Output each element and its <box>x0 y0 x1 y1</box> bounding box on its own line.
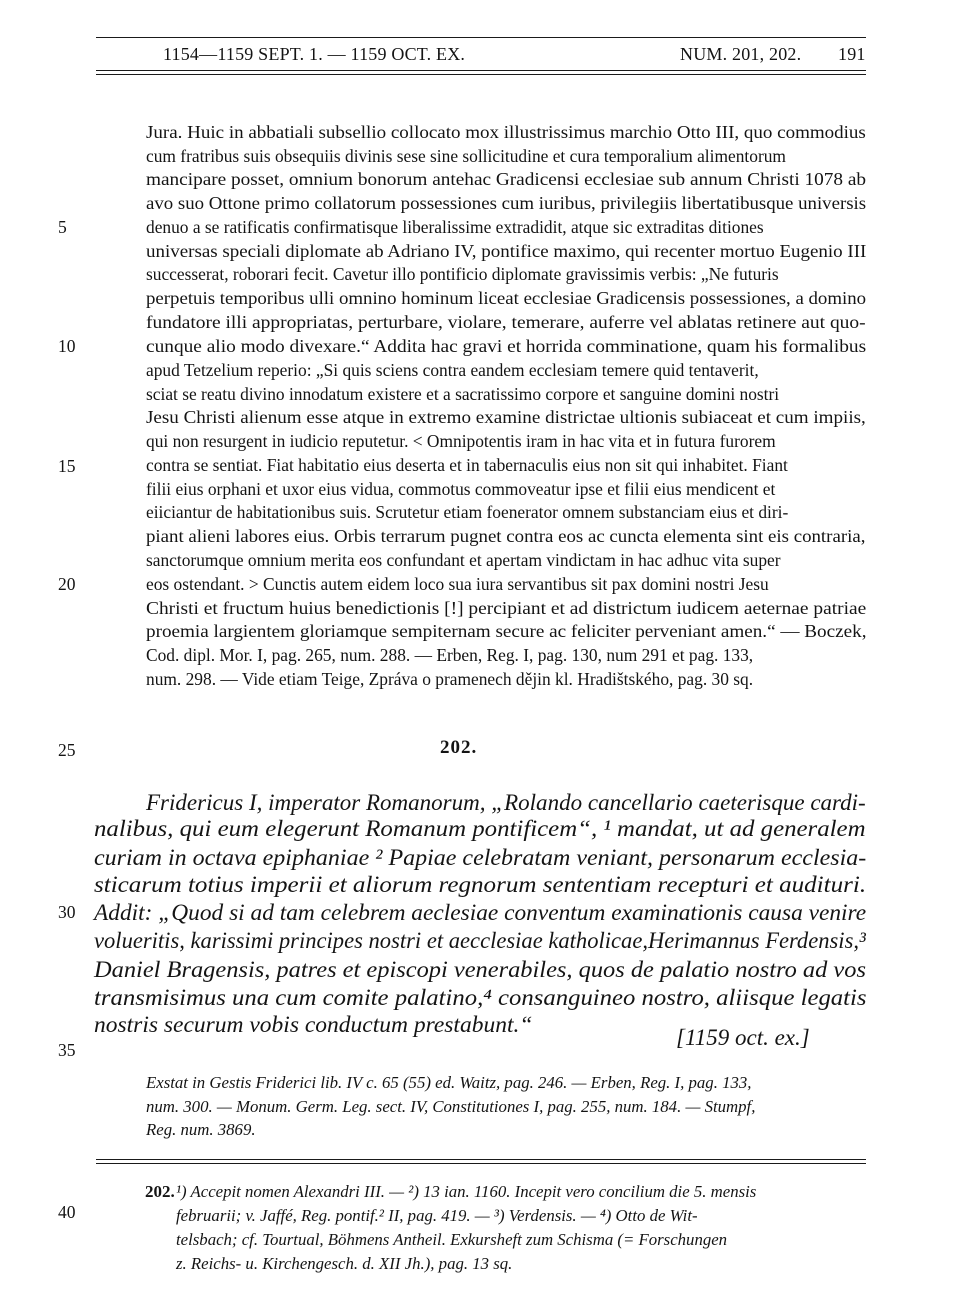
body-line: contra se sentiat. Fiat habitatio eius deserta et in tabernaculis eius non sit qui inhabitet. Fiant <box>146 455 788 475</box>
header-rule-bottom <box>96 70 866 71</box>
footnote-line: telsbach; cf. Tourtual, Böhmens Antheil. Exkursheft zum Schisma (= Forschungen <box>176 1230 728 1249</box>
body-line: Jura. Huic in abbatiali subsellio collocato mox illustrissimus marchio Otto III, quo commodius <box>146 122 866 142</box>
source-line: num. 300. — Monum. Germ. Leg. sect. IV, Constitutiones I, pag. 255, num. 184. — Stumpf, <box>146 1097 756 1116</box>
header-rule-bottom-2 <box>96 74 866 75</box>
regest-line: nostris securum vobis conductum prestabunt.“ <box>94 1012 533 1038</box>
regest-line: Addit: „Quod si ad tam celebrem aeclesiae conventum examinationis causa venire <box>94 900 867 926</box>
body-line: proemia largientem gloriamque sempiternam secure ac feliciter perveniant amen.“ — Boczek, <box>146 621 867 641</box>
regest-line: sticarum totius imperii et aliorum regnorum sententiam recepturi et audituri. <box>94 872 867 898</box>
regest-line: Fridericus I, imperator Romanorum, „Rolando cancellario caeterisque cardi- <box>146 790 866 816</box>
line-number: 40 <box>58 1202 76 1222</box>
document-number: 202. <box>440 737 478 758</box>
body-line: fundatore illi appropriatas, perturbare, violare, temerare, auferre vel ablatas retinere aut quo- <box>146 312 866 332</box>
body-line: Jesu Christi alienum esse atque in extremo examine districtae ultionis subiaceat et cum impiis, <box>146 407 866 427</box>
line-number: 35 <box>58 1040 76 1060</box>
body-line: sciat se reatu divino innodatum existere et a sacratissimo corpore et sanguine domini nostri <box>146 384 780 404</box>
header-rule-top <box>96 37 866 38</box>
line-number: 25 <box>58 740 76 760</box>
body-line: eos ostendant. > Cunctis autem eidem loco sua iura servantibus sit pax domini nostri Jesu <box>146 574 769 594</box>
body-line: avo suo Ottone primo collatorum possessiones cum iuribus, privilegiis libertatibusque universis <box>146 193 867 213</box>
body-line: perpetuis temporibus ulli omnino hominum liceat ecclesiae Gradicensis possessiones, a domino <box>146 288 867 308</box>
footnote-line: ¹) Accepit nomen Alexandri III. — ²) 13 ian. 1160. Incepit vero concilium die 5. mensis <box>176 1182 757 1201</box>
body-line: piant alieni labores eius. Orbis terrarum pugnet contra eos ac cuncta elementa sint eis contraria, <box>146 526 866 546</box>
body-line: denuo a se ratificatis confirmatisque liberalissime extradidit, atque sic extraditas ditiones <box>146 217 764 237</box>
running-head-left: 1154—1159 SEPT. 1. — 1159 OCT. EX. <box>163 44 466 64</box>
source-line: Exstat in Gestis Friderici lib. IV c. 65 (55) ed. Waitz, pag. 246. — Erben, Reg. I, pag. 133, <box>146 1073 752 1092</box>
regest-line: nalibus, qui eum elegerunt Romanum pontificem“, ¹ mandat, ut ad generalem <box>94 816 866 842</box>
body-line: universas speciali diplomate ab Adriano IV, pontifice maximo, qui recenter mortuo Eugenio III <box>146 241 867 261</box>
body-line: sanctorumque omnium merita eos confundant et apertam vindictam in hac adhuc vita super <box>146 550 781 570</box>
footnote-rule-2 <box>96 1163 866 1164</box>
regest-line: transmisimus una cum comite palatino,⁴ consanguineo nostro, aliisque legatis <box>94 985 867 1011</box>
document-date: [1159 oct. ex.] <box>676 1025 810 1050</box>
regest-line: curiam in octava epiphaniae ² Papiae celebratam veniant, personarum ecclesia- <box>94 845 867 871</box>
body-line: Christi et fructum huius benedictionis [!] percipiant et ad districtum iudicem aeternae patriae <box>146 598 867 618</box>
body-line: eiiciantur de habitationibus suis. Scrutetur etiam foenerator omnem substanciam eius et diri- <box>146 502 789 522</box>
line-number: 5 <box>58 217 67 237</box>
source-line: Reg. num. 3869. <box>146 1120 256 1139</box>
page-number: 191 <box>838 44 866 64</box>
line-number: 30 <box>58 902 76 922</box>
regest-line: Daniel Bragensis, patres et episcopi venerabiles, quos de palatio nostro ad vos <box>94 957 866 983</box>
line-number: 10 <box>58 336 76 356</box>
body-line: cunque alio modo divexare.“ Addita hac gravi et horrida comminatione, quam his formalibus <box>146 336 867 356</box>
body-line: filii eius orphani et uxor eius vidua, commotus commoveatur ipse et filii eius mendicent et <box>146 479 776 499</box>
footnote-line: z. Reichs- u. Kirchengesch. d. XII Jh.), pag. 13 sq. <box>176 1254 513 1273</box>
body-line: qui non resurgent in iudicio reputetur. < Omnipotentis iram in hac vita et in futura furorem <box>146 431 776 451</box>
body-line: apud Tetzelium reperio: „Si quis sciens contra eandem ecclesiam temere quid tentaverit, <box>146 360 759 380</box>
footnote-line: februarii; v. Jaffé, Reg. pontif.² II, pag. 419. — ³) Verdensis. — ⁴) Otto de Wit- <box>176 1206 698 1225</box>
body-line: cum fratribus suis obsequiis divinis sese sine sollicitudine et cura temporalium alimentorum <box>146 146 786 166</box>
line-number: 20 <box>58 574 76 594</box>
body-line: mancipare posset, omnium bonorum antehac Gradicensi ecclesiae sub annum Christi 1078 ab <box>146 169 867 189</box>
body-line: successerat, roborari fecit. Cavetur illo pontificio diplomate gravissimis verbis: „Ne futuris <box>146 264 779 284</box>
body-line: Cod. dipl. Mor. I, pag. 265, num. 288. — Erben, Reg. I, pag. 130, num 291 et pag. 133, <box>146 645 754 665</box>
regest-line: volueritis, karissimi principes nostri et aecclesiae katholicae,Herimannus Ferdensis,³ <box>94 928 866 954</box>
body-line: num. 298. — Vide etiam Teige, Zpráva o pramenech dějin kl. Hradištského, pag. 30 sq. <box>146 669 754 689</box>
line-number: 15 <box>58 456 76 476</box>
running-head-center: NUM. 201, 202. <box>680 44 802 64</box>
footnote-rule <box>96 1159 866 1160</box>
footnote-number: 202. <box>145 1182 175 1201</box>
